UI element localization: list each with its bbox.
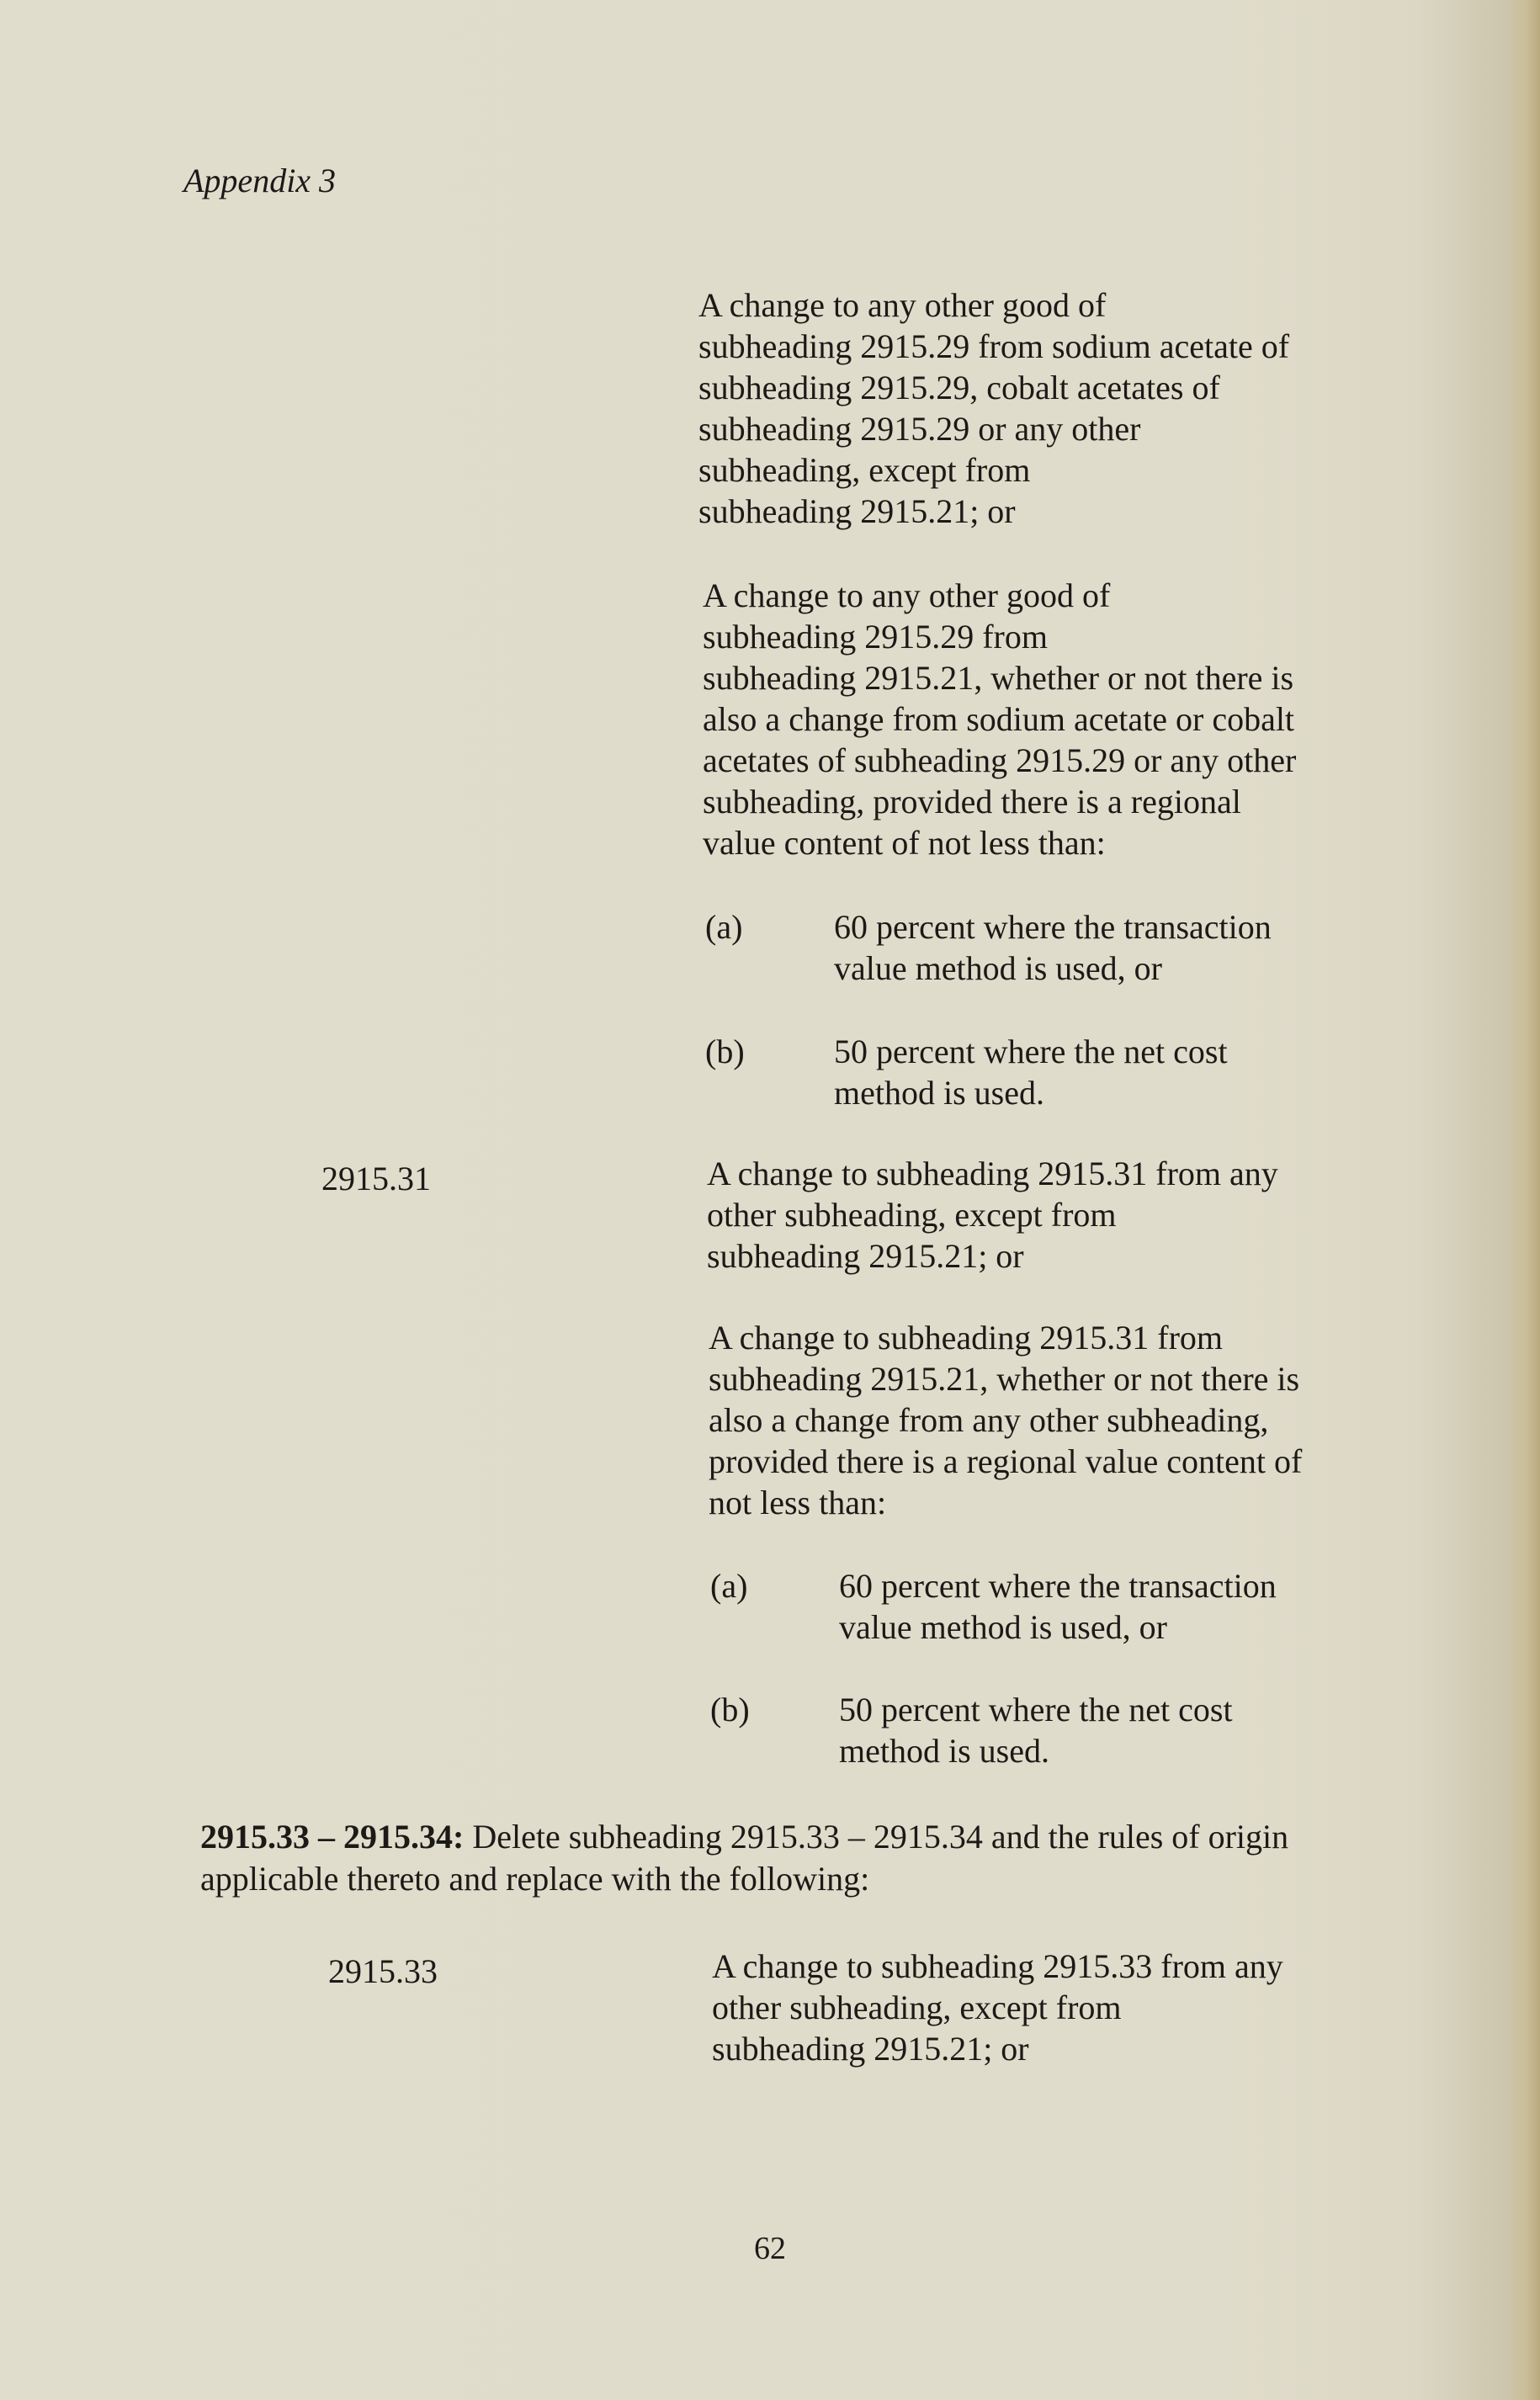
rule-2-item-a-label: (a) [705,908,743,946]
rule-4-item-b-text: 50 percent where the net cost method is used. [839,1691,1233,1770]
rule-2-item-b-label: (b) [705,1033,745,1070]
rule-4-item-a-text: 60 percent where the transaction value method is used, or [839,1567,1277,1646]
amendment-instruction-line-1 [200,1816,1288,1857]
rule-paragraph-4: A change to subheading 2915.31 from subheading 2915.21, whether or not there is also a change from any other subheading, provided there is a regional value content of not less than: [709,1319,1303,1521]
subheading-code-2915-31: 2915.31 [321,1160,431,1197]
page-header: Appendix 3 [183,162,337,199]
amendment-instruction-line-2: applicable thereto and replace with the following: [200,1860,870,1898]
rule-2-item-a-text: 60 percent where the transaction value method is used, or [834,908,1272,987]
book-spine-shadow [1508,0,1540,2400]
amendment-subheading-range: 2915.33 – 2915.34: [200,1818,465,1856]
rule-paragraph-3: A change to subheading 2915.31 from any other subheading, except from subheading 2915.21; or [707,1155,1278,1275]
rule-4-item-a-label: (a) [710,1567,748,1605]
rule-4-item-b-label: (b) [710,1691,750,1728]
rule-paragraph-1: A change to any other good of subheading 2915.29 from sodium acetate of subheading 2915.29, cobalt acetates of subheading 2915.29 or any other subheading, except from subheading 2915.21; or [698,286,1290,530]
amendment-instruction-text: Delete subheading 2915.33 – 2915.34 and the rules of origin [464,1818,1289,1856]
rule-paragraph-2: A change to any other good of subheading 2915.29 from subheading 2915.21, whether or not there is also a change from sodium acetate or cobalt acetates of subheading 2915.29 or any other subheading, provided there is a regional value content of not less than: [703,576,1297,862]
subheading-code-2915-33: 2915.33 [328,1952,438,1990]
rule-paragraph-5: A change to subheading 2915.33 from any other subheading, except from subheading 2915.21; or [712,1947,1283,2068]
rule-2-item-b-text: 50 percent where the net cost method is used. [834,1033,1228,1112]
page-number: 62 [754,2231,786,2266]
